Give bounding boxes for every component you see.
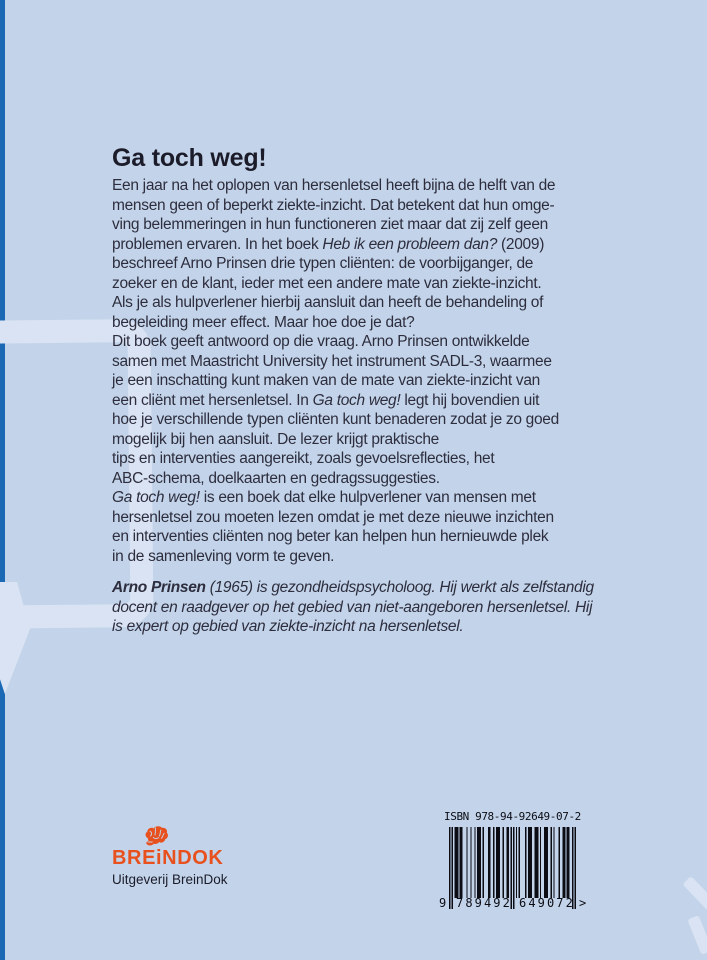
bio-line: docent en raadgever op het gebied van niet-aangeboren hersenletsel. Hij <box>112 598 593 616</box>
barcode-digits-right: 649072 <box>519 896 575 910</box>
barcode-digits-left: 789492 <box>456 896 512 910</box>
body-line: een cliënt met hersenletsel. In Ga toch weg! legt hij bovendien uit <box>112 391 540 409</box>
body-line: samen met Maastricht University het instrument SADL-3, waarmee <box>112 352 552 370</box>
body-line: ving belemmeringen in hun functioneren ziet maar dat zij zelf geen <box>112 216 548 233</box>
isbn-label: ISBN 978-94-92649-07-2 <box>444 810 581 823</box>
brain-icon <box>143 825 169 847</box>
body-line: mensen geen of beperkt ziekte-inzicht. Dat betekent dat hun omge- <box>112 196 555 214</box>
book-description <box>112 176 559 566</box>
watermark-corner-stroke-top <box>682 876 707 916</box>
body-line: Ga toch weg! is een boek dat elke hulpverlener van mensen met <box>112 489 536 506</box>
body-line: ABC-schema, doelkaarten en gedragssuggesties. <box>112 469 440 487</box>
body-line: hersenletsel zou moeten lezen omdat je met deze nieuwe inzichten <box>112 508 554 526</box>
body-line: mogelijk bij hen aansluit. De lezer krijgt praktische <box>112 430 439 448</box>
body-line: Een jaar na het oplopen van hersenletsel heeft bijna de helft van de <box>112 177 556 194</box>
isbn-block <box>439 810 604 910</box>
book-title: Ga toch weg! <box>112 144 267 172</box>
bio-line: Arno Prinsen (1965) is gezondheidspsycholoog. Hij werkt als zelfstandig <box>112 579 594 596</box>
body-line: in de samenleving vorm te geven. <box>112 547 335 565</box>
body-line: je een inschatting kunt maken van de mate van ziekte-inzicht van <box>112 372 540 389</box>
author-bio <box>112 578 594 637</box>
watermark-corner-stroke-bottom <box>687 915 707 955</box>
body-line: beschreef Arno Prinsen drie typen cliënten: de voorbijganger, de <box>112 255 534 272</box>
barcode-digit-first: 9 <box>439 896 447 910</box>
body-line: problemen ervaren. In het boek Heb ik een probleem dan? (2009) <box>112 235 545 253</box>
publisher-logo-block <box>112 824 272 888</box>
body-line: hoe je verschillende typen cliënten kunt benaderen zodat je zo goed <box>112 411 559 428</box>
body-line: Als je als hulpverlener hierbij aansluit dan heeft de behandeling of <box>112 294 544 311</box>
ean-barcode <box>439 827 587 910</box>
body-line: begeleiding meer effect. Maar hoe doe je dat? <box>112 313 415 331</box>
body-line: Dit boek geeft antwoord op die vraag. Arno Prinsen ontwikkelde <box>112 333 530 350</box>
body-line: zoeker en de klant, ieder met een andere mate van ziekte-inzicht. <box>112 274 542 292</box>
body-line: tips en interventies aangereikt, zoals gevoelsreflecties, het <box>112 450 495 467</box>
body-line: en interventies cliënten nog beter kan helpen hun hernieuwde plek <box>112 528 549 545</box>
publisher-name: Uitgeverij BreinDok <box>112 872 228 887</box>
bio-line: is expert op gebied van ziekte-inzicht na hersenletsel. <box>112 618 464 635</box>
publisher-wordmark: BREiNDOK <box>112 847 224 869</box>
barcode-quiet-zone-arrow: > <box>579 896 587 910</box>
